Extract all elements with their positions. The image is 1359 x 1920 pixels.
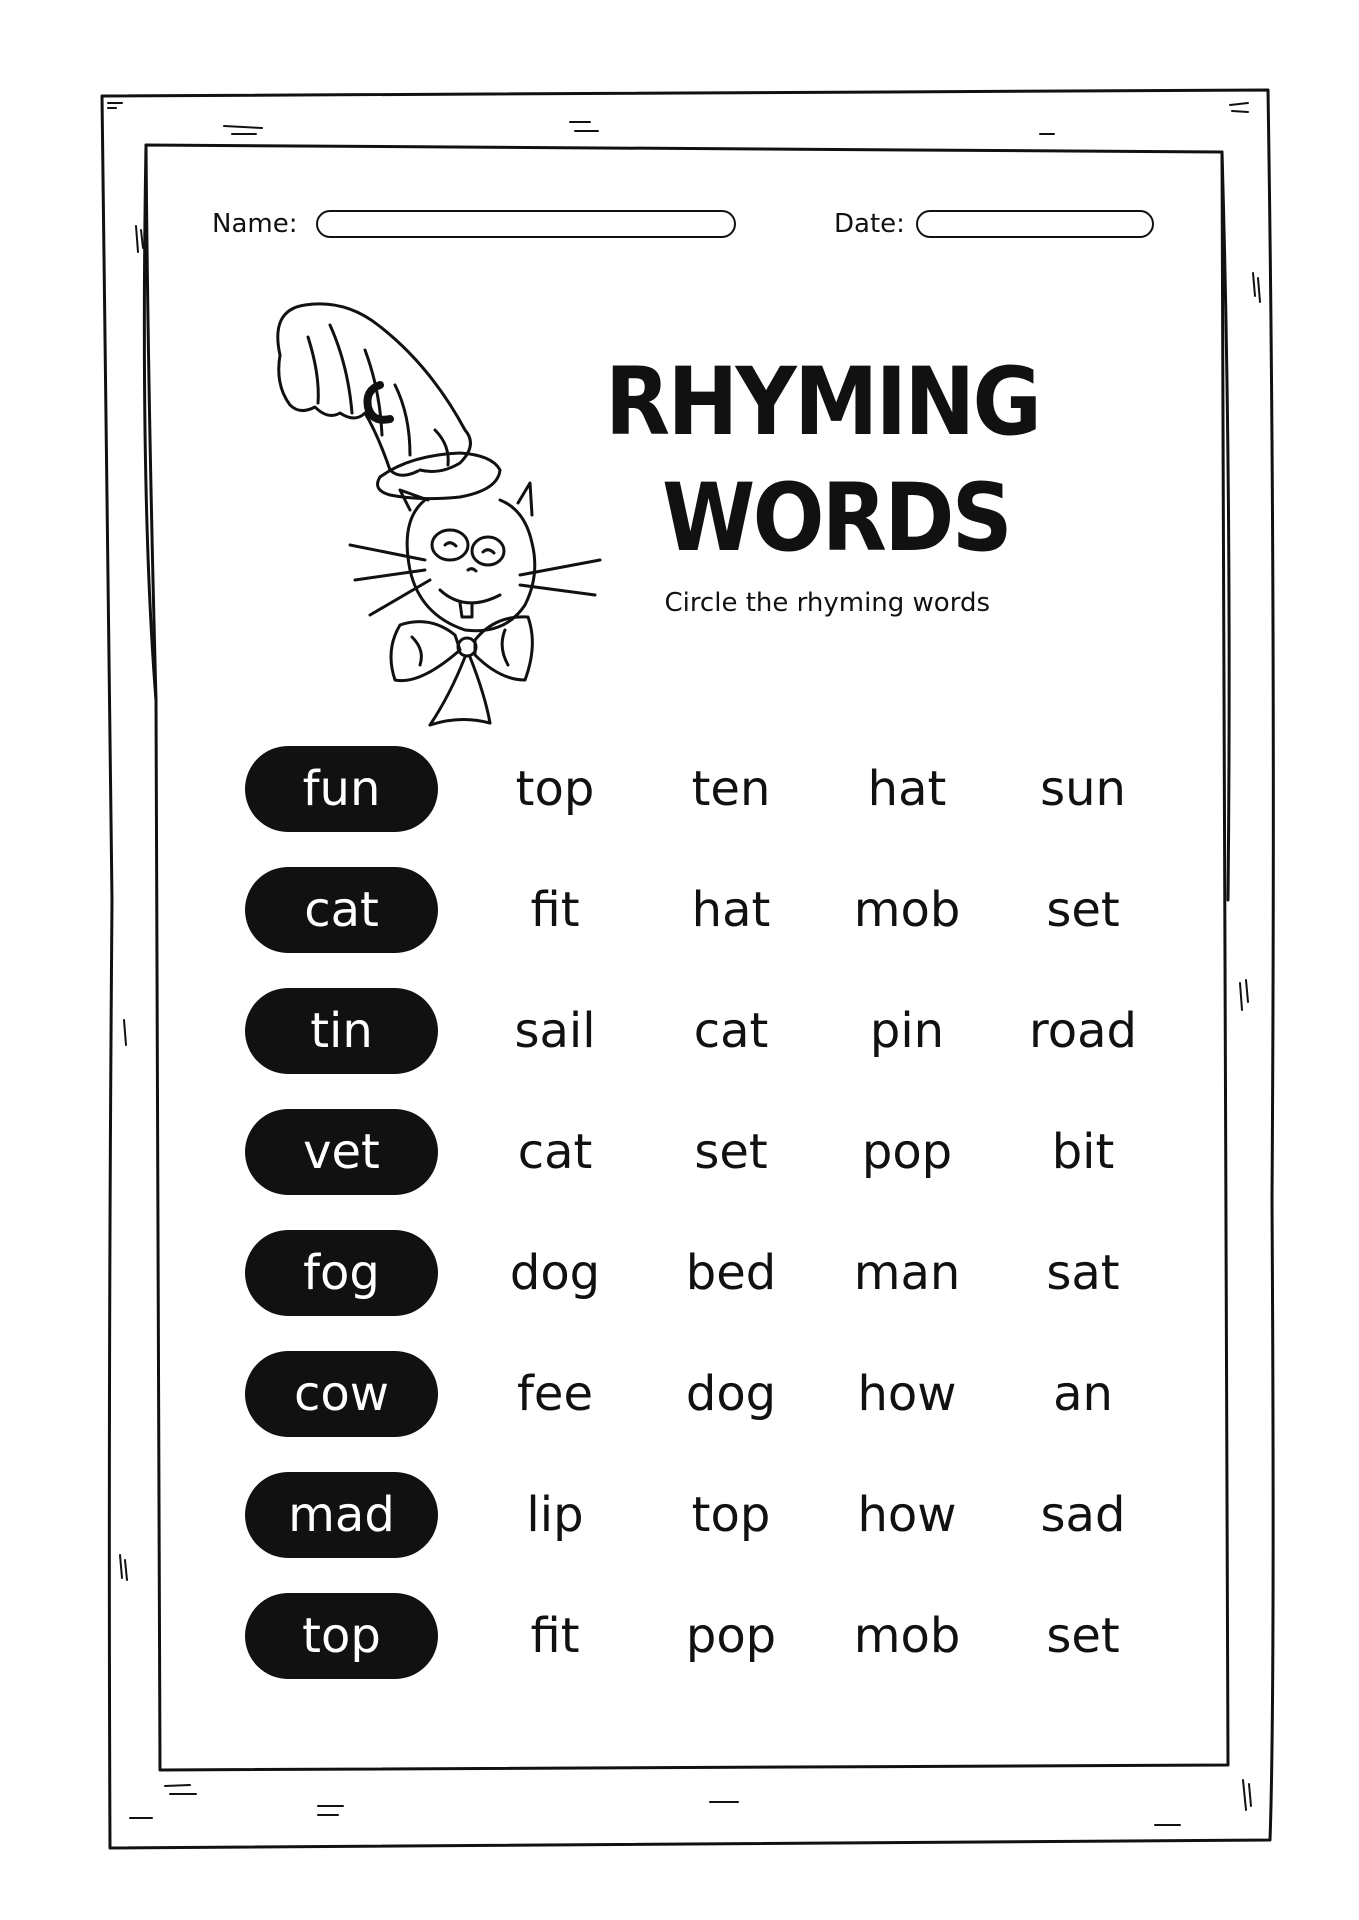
choice-word[interactable]: how: [857, 1366, 957, 1422]
name-field[interactable]: [316, 210, 736, 238]
target-word: cat: [245, 867, 438, 953]
choice-word[interactable]: fit: [530, 1608, 580, 1664]
rhyme-grid: [245, 742, 1175, 1710]
rhyme-row: [245, 742, 1175, 863]
rhyme-row: [245, 1347, 1175, 1468]
cat-in-hat-icon: [260, 295, 610, 735]
choice-word[interactable]: sat: [1046, 1245, 1120, 1301]
choice-word[interactable]: mob: [853, 882, 961, 938]
instruction-text: Circle the rhyming words: [664, 588, 990, 618]
target-word: vet: [245, 1109, 438, 1195]
choice-word[interactable]: pop: [685, 1608, 777, 1664]
choice-word[interactable]: cat: [693, 1003, 769, 1059]
target-word: cow: [245, 1351, 438, 1437]
choice-word[interactable]: dog: [685, 1366, 777, 1422]
target-word: fun: [245, 746, 438, 832]
rhyme-row: [245, 863, 1175, 984]
page-title: [605, 345, 1040, 577]
choice-word[interactable]: how: [857, 1487, 957, 1543]
choice-word[interactable]: dog: [509, 1245, 601, 1301]
date-label: Date:: [834, 209, 905, 239]
choice-word[interactable]: sad: [1040, 1487, 1126, 1543]
rhyme-row: [245, 1468, 1175, 1589]
choice-word[interactable]: sun: [1040, 761, 1126, 817]
choice-word[interactable]: top: [515, 761, 595, 817]
choice-word[interactable]: an: [1053, 1366, 1113, 1422]
date-field[interactable]: [916, 210, 1154, 238]
choice-word[interactable]: pin: [869, 1003, 945, 1059]
target-word: tin: [245, 988, 438, 1074]
rhyme-row: [245, 1226, 1175, 1347]
rhyme-row: [245, 984, 1175, 1105]
target-word: mad: [245, 1472, 438, 1558]
name-date-row: [210, 206, 1160, 242]
choice-word[interactable]: fit: [530, 882, 580, 938]
choice-word[interactable]: bed: [685, 1245, 777, 1301]
choice-word[interactable]: sail: [514, 1003, 596, 1059]
title-line-1: RHYMING: [605, 348, 1040, 457]
choice-word[interactable]: set: [694, 1124, 768, 1180]
choice-word[interactable]: mob: [853, 1608, 961, 1664]
choice-word[interactable]: road: [1029, 1003, 1137, 1059]
choice-word[interactable]: ten: [691, 761, 771, 817]
choice-word[interactable]: pop: [861, 1124, 953, 1180]
name-label: Name:: [212, 209, 298, 239]
choice-word[interactable]: fee: [517, 1366, 593, 1422]
title-line-2: WORDS: [661, 464, 1010, 573]
target-word: top: [245, 1593, 438, 1679]
choice-word[interactable]: cat: [517, 1124, 593, 1180]
choice-word[interactable]: hat: [867, 761, 947, 817]
choice-word[interactable]: set: [1046, 1608, 1120, 1664]
choice-word[interactable]: bit: [1051, 1124, 1115, 1180]
choice-word[interactable]: lip: [526, 1487, 584, 1543]
choice-word[interactable]: man: [853, 1245, 961, 1301]
choice-word[interactable]: top: [691, 1487, 771, 1543]
choice-word[interactable]: set: [1046, 882, 1120, 938]
target-word: fog: [245, 1230, 438, 1316]
rhyme-row: [245, 1105, 1175, 1226]
rhyme-row: [245, 1589, 1175, 1710]
choice-word[interactable]: hat: [691, 882, 771, 938]
